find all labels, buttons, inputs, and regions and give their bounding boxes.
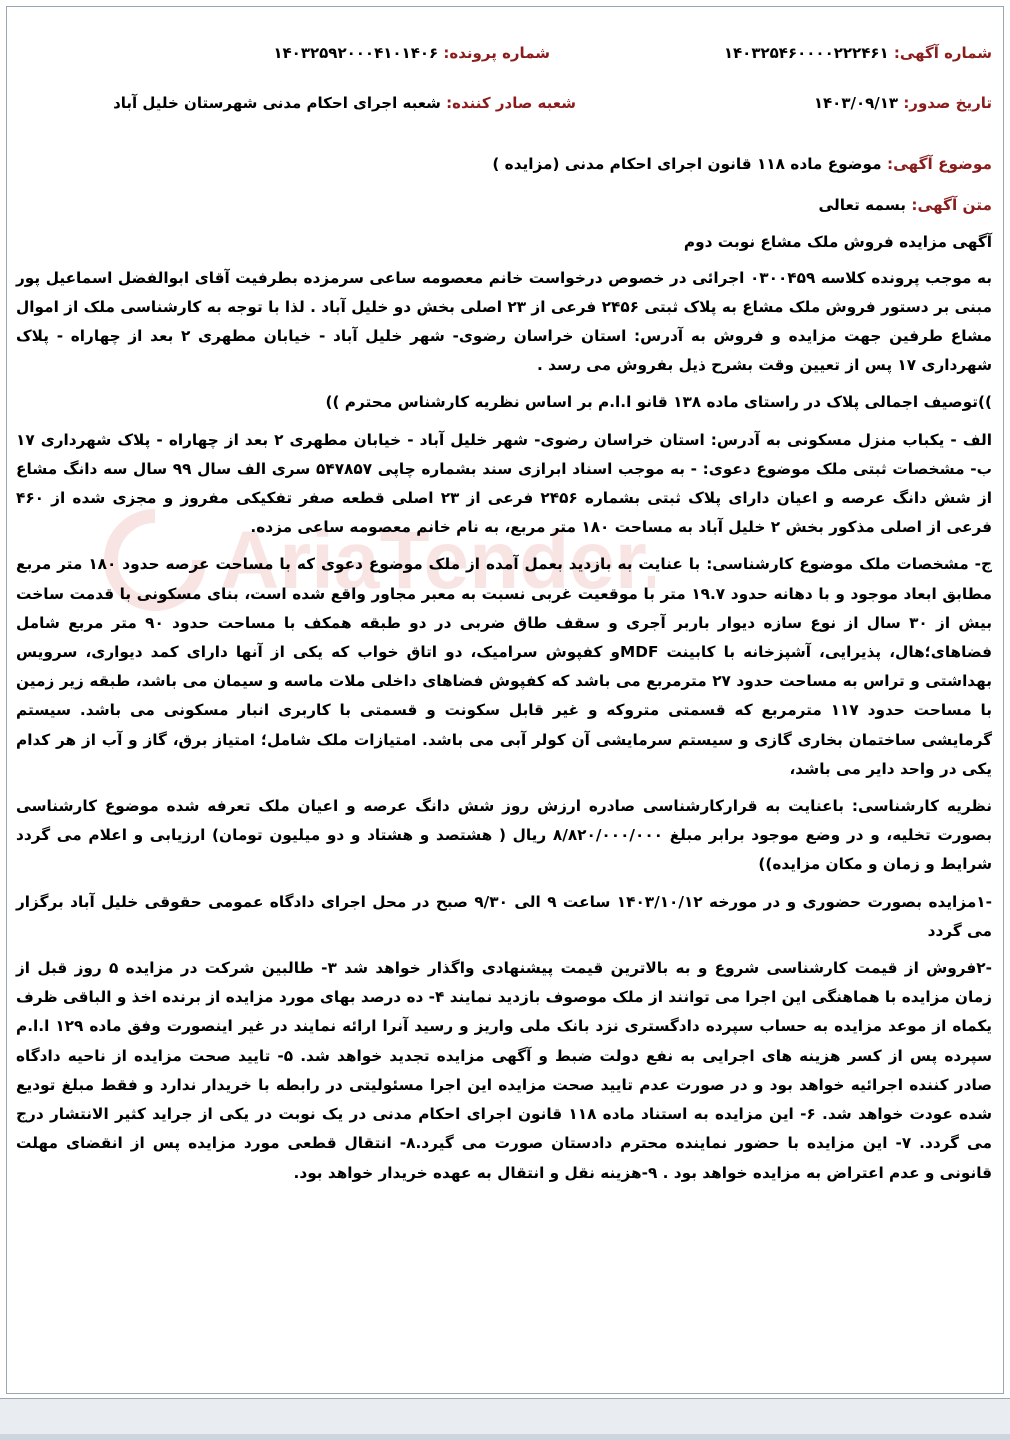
issuer <box>113 94 576 112</box>
issue-date <box>814 94 992 112</box>
paragraph-property-specs: ج- مشخصات ملک موضوع کارشناسی: با عنایت به بازدید بعمل آمده از ملک موضوع دعوی که با مساحت عرصه حدود ۱۸۰ متر مربع مطابق ابعاد موجود و با دهانه حدود ۱۹.۷ متر با موقعیت غربی نسبت به معبر مجاور واقع شده است، بنای مسکونی با قدمت ساخت بیش از ۳۰ سال از نوع سازه دیوار باربر آجری و سقف طاق ضربی در دو طبقه همکف با مساحت حدود ۹۰ متر مربع شامل فضاهای؛هال، پذیرایی، آشپزخانه با کابینت MDFو کفپوش سرامیک، دو اتاق خواب که یکی از آنها دارای کمد دیواری، سرویس بهداشتی و تراس به مساحت حدود ۲۷ مترمربع می باشد که کفپوش فضاهای داخلی ملات ماسه و سیمان می باشد، طبقه زیر زمین با مساحت حدود ۱۱۷ مترمربع که قسمتی متروکه و غیر قابل سکونت و قسمتی با کاربری انبار مسکونی می باشد. سیستم گرمایشی ساختمان بخاری گازی و سیستم سرمایشی آن کولر آبی می باشد. امتیازات ملک شامل؛ امتیاز برق، گاز و آب از هر کدام یکی در واحد دایر می باشد، <box>16 555 993 778</box>
paragraph-registration: الف - یکباب منزل مسکونی به آدرس: استان خراسان رضوی- شهر خلیل آباد - خیابان مطهری ۲ بعد از چهاراه - پلاک شهرداری ۱۷ ب- مشخصات ثبتی ملک موضوع دعوی: - به موجب اسناد ابرازی سند بشماره چاپی ۵۴۷۸۵۷ سری الف سال ۹۹ سال سه دانگ مشاع از شش دانگ عرصه و اعیان دارای پلاک ثبتی بشماره ۲۴۵۶ فرعی از ۲۳ اصلی قطعه صفر تفکیکی مفروز و مجزی شده از ۴۶۰ فرعی از اصلی مذکور بخش ۲ خلیل آباد به مساحت ۱۸۰ متر مربع، به نام خانم معصومه ساعی مزده. <box>16 430 993 537</box>
case-number-label: شماره پرونده: <box>443 44 550 62</box>
subject-line <box>16 150 992 179</box>
paragraph-summary-heading: ))توصیف اجمالی پلاک در راستای ماده ۱۳۸ قانو ا.ا.م بر اساس نظریه کارشناس محترم )) <box>325 393 992 412</box>
paragraph-conditions: -۲فروش از قیمت کارشناسی شروع و به بالاترین قیمت پیشنهادی واگذار خواهد شد ۳- طالبین شرکت در مزایده ۵ روز قبل از زمان مزایده با هماهنگی این اجرا می توانند از ملک موصوف بازدید نمایند ۴- ده درصد بهای مورد مزایده از برنده اخذ و الباقی ظرف یکماه از موعد مزایده به حساب سپرده دادگستری نزد بانک ملی واریز و رسید آنرا ارائه نمایند در غیر اینصورت وفق ماده ۱۲۹ ا.ا.م سپرده پس از کسر هزینه های اجرایی به نفع دولت ضبط و آگهی مزایده تجدید خواهد شد. ۵- تایید صحت مزایده از ناحیه دادگاه صادر کننده اجرائیه خواهد بود و در صورت عدم تایید صحت مزایده این اجرا مسئولیتی در رابطه با خریدار ندارد و فقط مبلغ تودیع شده عودت خواهد شد. ۶- این مزایده به استناد ماده ۱۱۸ قانون اجرای احکام مدنی در یک نوبت در یکی از جراید کثیر الانتشار درج می گردد. ۷- این مزایده با حضور نماینده محترم دادستان صورت می گیرد.۸- انتقال قطعی مورد مزایده پس از انقضای مهلت قانونی و عدم اعتراض به مزایده خواهد بود . ۹-هزینه نقل و انتقال به عهده خریدار خواهد بود. <box>16 959 992 1182</box>
case-number <box>273 44 550 62</box>
ad-text-intro: بسمه تعالی <box>818 196 907 215</box>
ad-number-label: شماره آگهی: <box>893 44 992 62</box>
paragraph-auction-time: -۱مزایده بصورت حضوری و در مورخه ۱۴۰۳/۱۰/۱۲ ساعت ۹ الی ۹/۳۰ صبح در محل اجرای دادگاه عمومی حقوقی خلیل آباد برگزار می گردد <box>16 892 992 940</box>
issue-date-label: تاریخ صدور: <box>903 94 992 112</box>
paragraph-case: به موجب پرونده کلاسه ۰۳۰۰۴۵۹ اجرائی در خصوص درخواست خانم معصومه ساعی سرمزده بطرفیت آقای ابوالفضل اسماعیل پور مبنی بر دستور فروش ملک مشاع به پلاک ثبتی ۲۴۵۶ فرعی از ۲۳ اصلی بخش دو خلیل آباد . لذا با توجه به کارشناسی ملک از اموال مشاع طرفین جهت مزایده و فروش به آدرس: استان خراسان رضوی- شهر خلیل آباد - خیابان مطهری ۲ بعد از چهاراه - پلاک شهرداری ۱۷ پس از تعیین وقت بشرح ذیل بفروش می رسد . <box>16 268 993 375</box>
subject-label: موضوع آگهی: <box>886 155 992 173</box>
issuer-value: شعبه اجرای احکام مدنی شهرستان خلیل آباد <box>113 94 441 112</box>
ad-text-line <box>16 191 992 220</box>
subject-value: موضوع ماده ۱۱۸ قانون اجرای احکام مدنی (مزایده ) <box>492 155 882 173</box>
paragraph-expert-opinion: نظریه کارشناسی: باعنایت به قرارکارشناسی صادره ارزش روز شش دانگ عرصه و اعیان ملک تعرفه شده موضوع کارشناسی بصورت تخلیه، و در وضع موجود برابر مبلغ ۸/۸۲۰/۰۰۰/۰۰۰ ریال ( هشتصد و هشتاد و دو میلیون تومان) ارزیابی و اعلام می گردد شرایط و زمان و مکان مزایده)) <box>16 797 993 874</box>
case-number-value: ۱۴۰۳۲۵۹۲۰۰۰۴۱۰۱۴۰۶ <box>273 44 439 62</box>
window-bottom-bar <box>0 1398 1010 1440</box>
ad-number-value: ۱۴۰۳۲۵۴۶۰۰۰۰۲۲۲۴۶۱ <box>723 44 889 62</box>
bottom-strip <box>0 1434 1010 1440</box>
ad-text-label: متن آگهی: <box>911 196 992 215</box>
ad-title: آگهی مزایده فروش ملک مشاع نوبت دوم <box>683 233 992 252</box>
ad-body <box>16 150 992 1196</box>
issue-date-value: ۱۴۰۳/۰۹/۱۳ <box>813 94 899 112</box>
ad-number <box>724 44 992 62</box>
issuer-label: شعبه صادر کننده: <box>446 94 576 112</box>
